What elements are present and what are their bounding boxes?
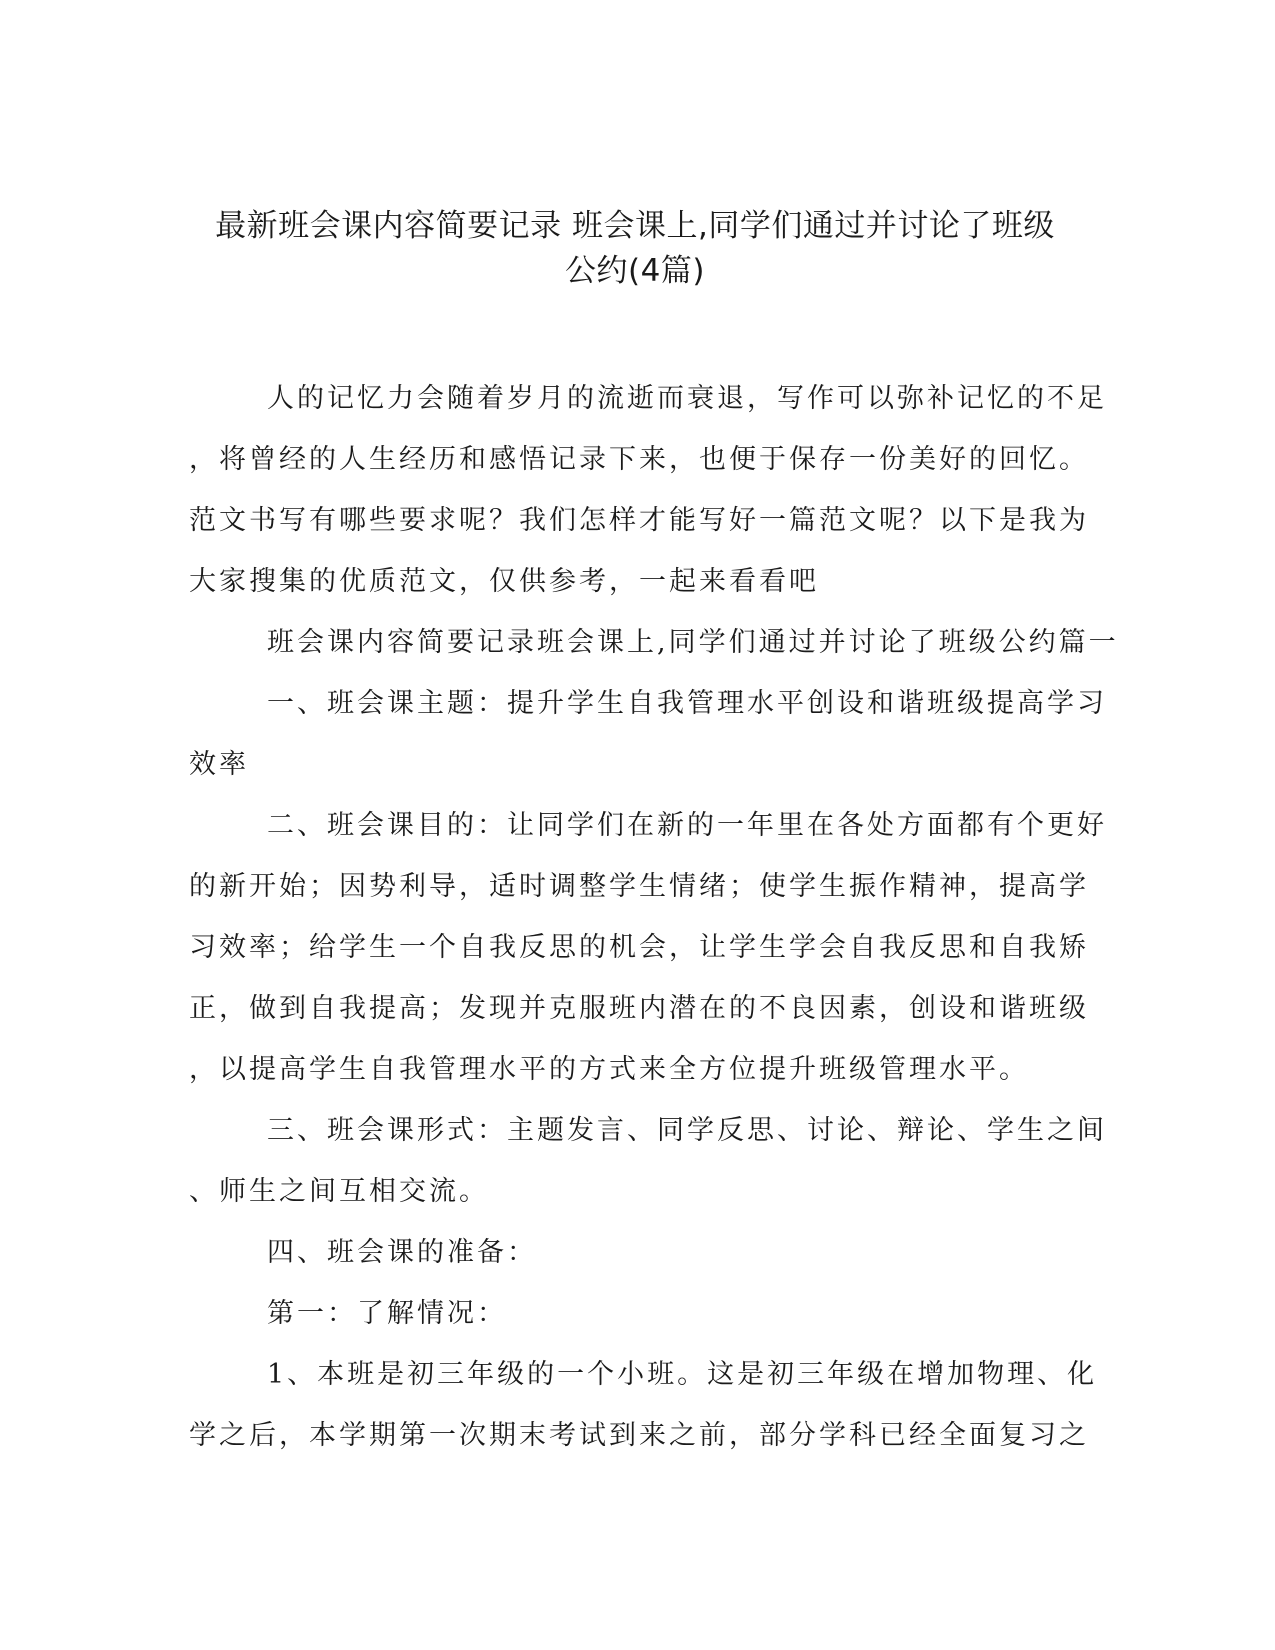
paragraph-line: ，以提高学生自我管理水平的方式来全方位提升班级管理水平。 <box>189 1054 1029 1085</box>
paragraph-line: 二、班会课目的：让同学们在新的一年里在各处方面都有个更好 <box>267 810 1107 841</box>
paragraph-line: 正，做到自我提高；发现并克服班内潜在的不良因素，创设和谐班级 <box>189 993 1089 1024</box>
document-title <box>160 204 1110 294</box>
paragraph-line: 1、本班是初三年级的一个小班。这是初三年级在增加物理、化 <box>267 1359 1098 1390</box>
situation-paragraph <box>189 1344 1098 1466</box>
paragraph-line: 效率 <box>189 749 249 780</box>
subsection-heading <box>189 1283 1079 1344</box>
document-body <box>189 368 1119 1466</box>
paragraph-line: 范文书写有哪些要求呢？我们怎样才能写好一篇范文呢？以下是我为 <box>189 505 1089 536</box>
paragraph-line: 的新开始；因势利导，适时调整学生情绪；使学生振作精神，提高学 <box>189 871 1089 902</box>
title-line: 公约(4篇) <box>565 253 705 289</box>
title-line: 最新班会课内容简要记录 班会课上,同学们通过并讨论了班级 <box>215 208 1055 244</box>
theme-paragraph <box>189 673 1107 795</box>
paragraph-line: 班会课内容简要记录班会课上,同学们通过并讨论了班级公约篇一 <box>267 627 1119 658</box>
paragraph-line: 学之后，本学期第一次期末考试到来之前，部分学科已经全面复习之 <box>189 1420 1089 1451</box>
paragraph-line: 第一：了解情况： <box>267 1298 507 1329</box>
intro-paragraph <box>189 368 1107 612</box>
paragraph-line: 大家搜集的优质范文，仅供参考，一起来看看吧 <box>189 566 819 597</box>
paragraph-line: 三、班会课形式：主题发言、同学反思、讨论、辩论、学生之间 <box>267 1115 1107 1146</box>
paragraph-line: ，将曾经的人生经历和感悟记录下来，也便于保存一份美好的回忆。 <box>189 444 1089 475</box>
paragraph-line: 四、班会课的准备： <box>267 1237 537 1268</box>
preparation-heading <box>189 1222 1079 1283</box>
paragraph-line: 习效率；给学生一个自我反思的机会，让学生学会自我反思和自我矫 <box>189 932 1089 963</box>
paragraph-line: 、师生之间互相交流。 <box>189 1176 489 1207</box>
paragraph-line: 一、班会课主题：提升学生自我管理水平创设和谐班级提高学习 <box>267 688 1107 719</box>
format-paragraph <box>189 1100 1107 1222</box>
paragraph-line: 人的记忆力会随着岁月的流逝而衰退，写作可以弥补记忆的不足 <box>267 383 1107 414</box>
purpose-paragraph <box>189 795 1107 1100</box>
section-heading <box>189 612 1119 673</box>
